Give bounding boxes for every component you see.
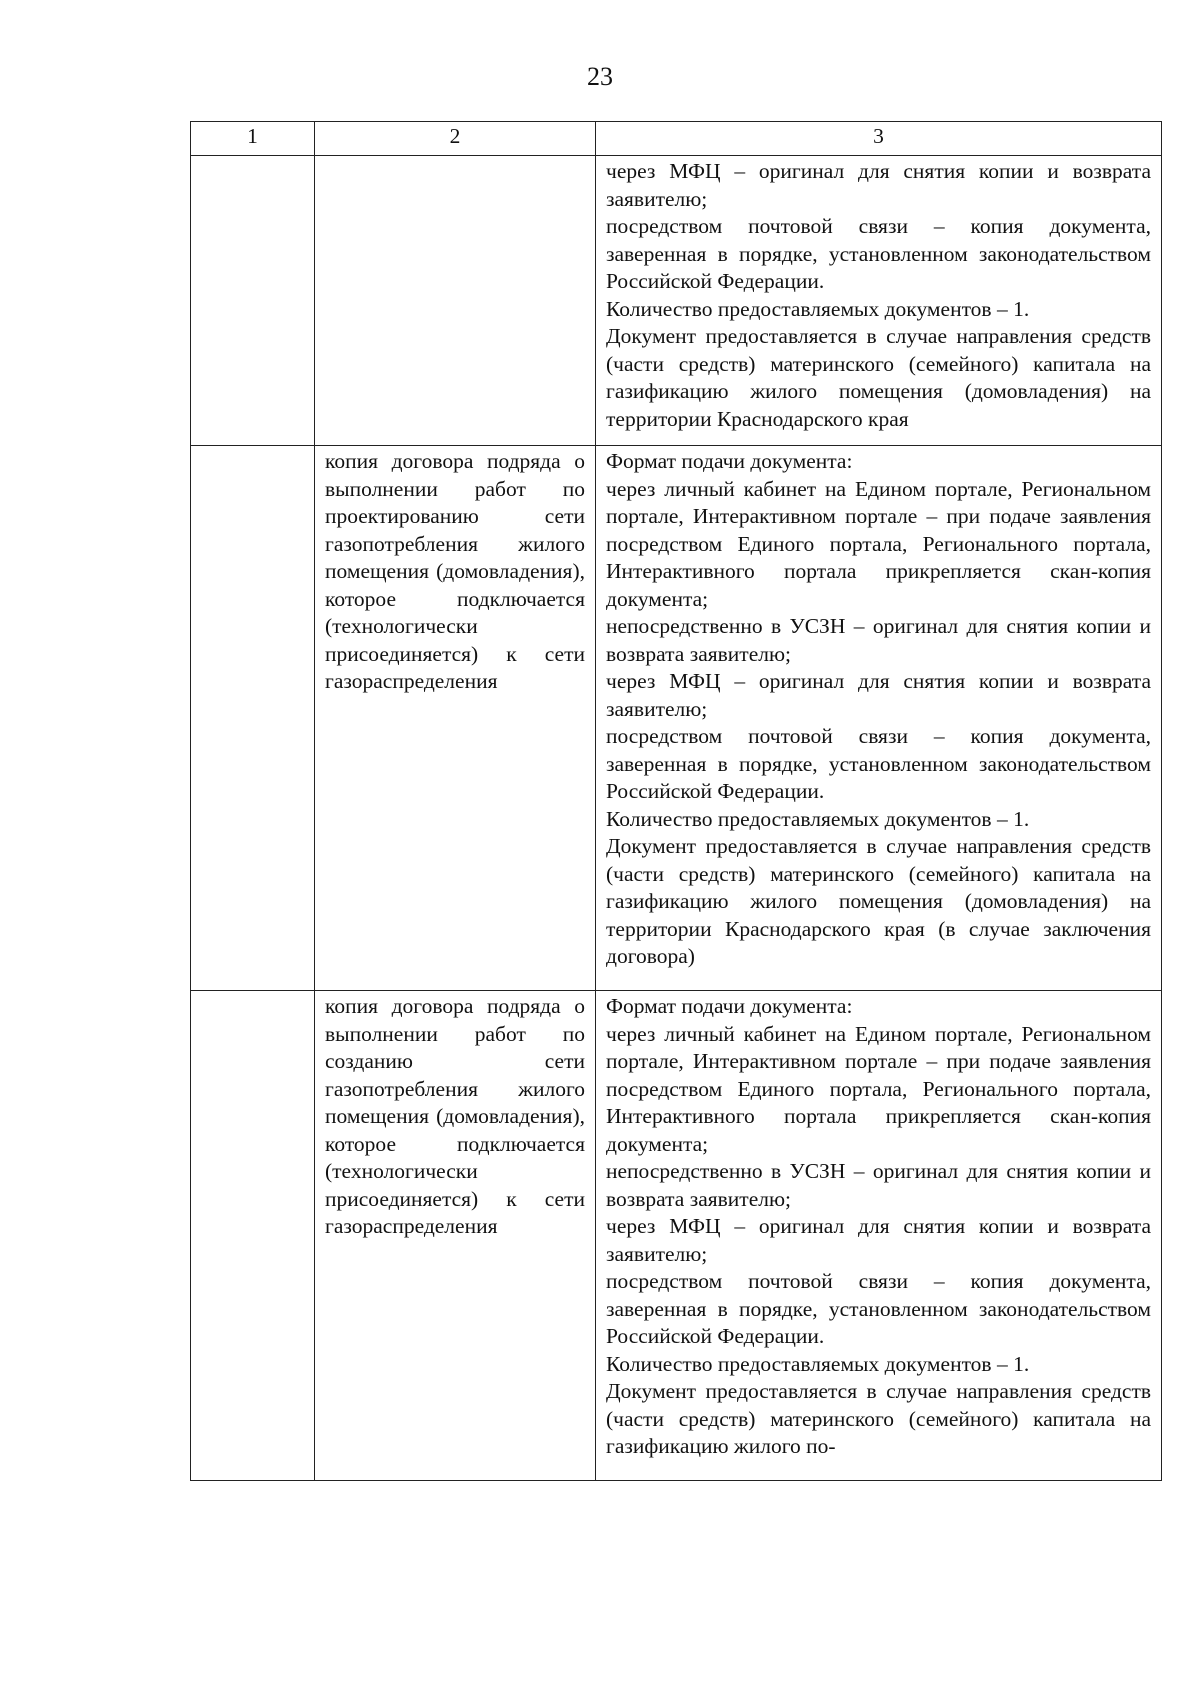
table-row xyxy=(191,156,1162,446)
cell-paragraph: посредством почтовой связи – копия документа, заверенная в порядке, установленном законодательством Российской Федерации. xyxy=(606,214,1151,293)
table-cell-col1 xyxy=(191,991,315,1481)
table-header-col3: 3 xyxy=(596,122,1162,156)
cell-paragraph: посредством почтовой связи – копия документа, заверенная в порядке, установленном законодательством Российской Федерации. xyxy=(606,1269,1151,1348)
cell-paragraph: Количество предоставляемых документов – 1. xyxy=(606,1351,1030,1376)
table-cell-col1 xyxy=(191,446,315,991)
table-cell-col2 xyxy=(315,156,596,446)
cell-paragraph: Количество предоставляемых документов – 1. xyxy=(606,296,1030,321)
table-cell-col2: копия договора подряда о выполнении работ по проектированию сети газопотребления жилого помещения (домовладения), которое подключается (технологически присоединяется) к сети газораспределения xyxy=(315,446,596,991)
cell-paragraph: посредством почтовой связи – копия документа, заверенная в порядке, установленном законодательством Российской Федерации. xyxy=(606,724,1151,803)
cell-paragraph: Формат подачи документа: xyxy=(606,449,853,473)
table-cell-col3 xyxy=(596,446,1162,991)
cell-paragraph: Количество предоставляемых документов – 1. xyxy=(606,806,1030,831)
cell-paragraph: непосредственно в УСЗН – оригинал для снятия копии и возврата заявителю; xyxy=(606,1159,1151,1211)
table-row xyxy=(191,446,1162,991)
cell-paragraph: через МФЦ – оригинал для снятия копии и возврата заявителю; xyxy=(606,1214,1151,1266)
table-cell-col3 xyxy=(596,156,1162,446)
cell-paragraph: Формат подачи документа: xyxy=(606,994,853,1018)
cell-paragraph: Документ предоставляется в случае направления средств (части средств) материнского (семейного) капитала на газификацию жилого помещения (домовладения) на территории Краснодарского края xyxy=(606,324,1151,431)
table-header-row xyxy=(191,122,1162,156)
cell-paragraph: непосредственно в УСЗН – оригинал для снятия копии и возврата заявителю; xyxy=(606,614,1151,666)
table-cell-col3 xyxy=(596,991,1162,1481)
table-cell-col1 xyxy=(191,156,315,446)
cell-paragraph: через личный кабинет на Едином портале, Региональном портале, Интерактивном портале – при подаче заявления посредством Единого портала, Регионального портала, Интерактивного портала прикрепляется скан-копия документа; xyxy=(606,476,1151,611)
cell-paragraph: Документ предоставляется в случае направления средств (части средств) материнского (семейного) капитала на газификацию жилого по- xyxy=(606,1379,1151,1458)
document-table xyxy=(190,121,1162,1481)
table-header-col1: 1 xyxy=(191,122,315,156)
cell-paragraph: через МФЦ – оригинал для снятия копии и возврата заявителю; xyxy=(606,159,1151,211)
cell-paragraph: через МФЦ – оригинал для снятия копии и возврата заявителю; xyxy=(606,669,1151,721)
table-row xyxy=(191,991,1162,1481)
cell-paragraph: Документ предоставляется в случае направления средств (части средств) материнского (семейного) капитала на газификацию жилого помещения (домовладения) на территории Краснодарского края (в случае заключения договора) xyxy=(606,834,1151,968)
page-number: 23 xyxy=(587,62,613,91)
cell-paragraph: через личный кабинет на Едином портале, Региональном портале, Интерактивном портале – при подаче заявления посредством Единого портала, Регионального портала, Интерактивного портала прикрепляется скан-копия документа; xyxy=(606,1021,1151,1156)
table-header-col2: 2 xyxy=(315,122,596,156)
table-cell-col2: копия договора подряда о выполнении работ по созданию сети газопотребления жилого помещения (домовладения), которое подключается (технологически присоединяется) к сети газораспределения xyxy=(315,991,596,1481)
